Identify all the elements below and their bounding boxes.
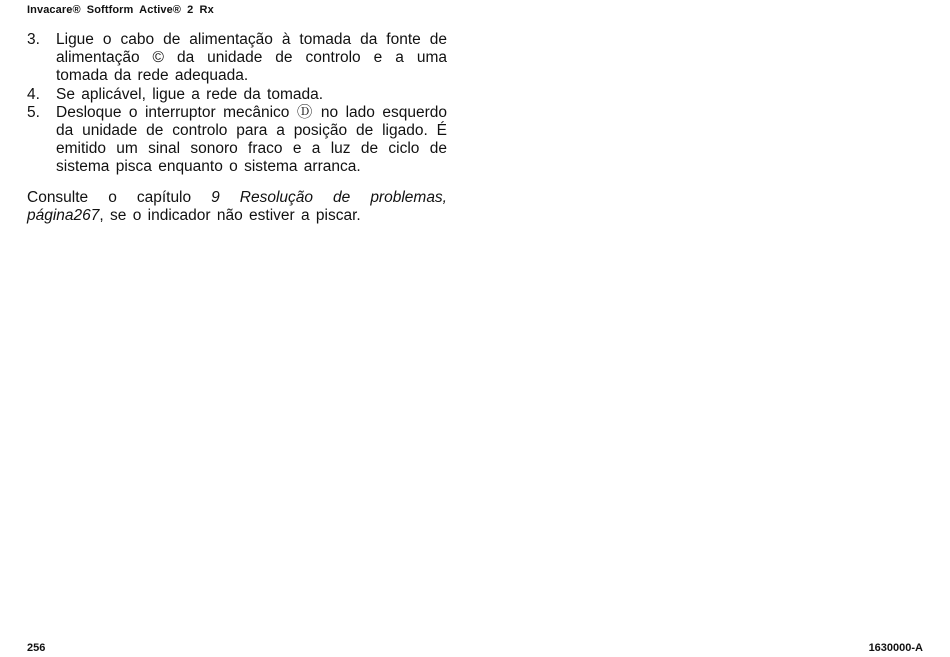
step-3 <box>27 31 447 86</box>
step-number: 4. <box>27 85 40 103</box>
step-4 <box>27 86 447 104</box>
note-suffix: , se o indicador não estiver a piscar. <box>99 206 361 224</box>
instruction-steps <box>27 31 447 177</box>
troubleshooting-reference-link[interactable]: 9 Resolução de problemas, página267 <box>27 188 447 224</box>
note-prefix: Consulte o capítulo <box>27 188 212 206</box>
troubleshooting-note <box>27 189 447 225</box>
main-content <box>27 31 447 225</box>
step-text: Se aplicável, ligue a rede da tomada. <box>56 85 324 103</box>
step-number: 3. <box>27 31 40 48</box>
document-header: Invacare® Softform Active® 2 Rx <box>27 4 214 16</box>
step-5 <box>27 104 447 177</box>
document-id: 1630000-A <box>868 642 923 654</box>
page-number: 256 <box>27 642 46 654</box>
step-number: 5. <box>27 103 40 121</box>
step-text: Desloque o interruptor mecânico Ⓓ no lado esquerdo da unidade de controlo para a posição de ligado. É emitido um sinal sonoro fraco e a luz de ciclo de sistema pisca enquanto o sistema arranca. <box>56 103 447 176</box>
step-text: Ligue o cabo de alimentação à tomada da fonte de alimentação © da unidade de controlo e a uma tomada da rede adequada. <box>56 31 447 85</box>
